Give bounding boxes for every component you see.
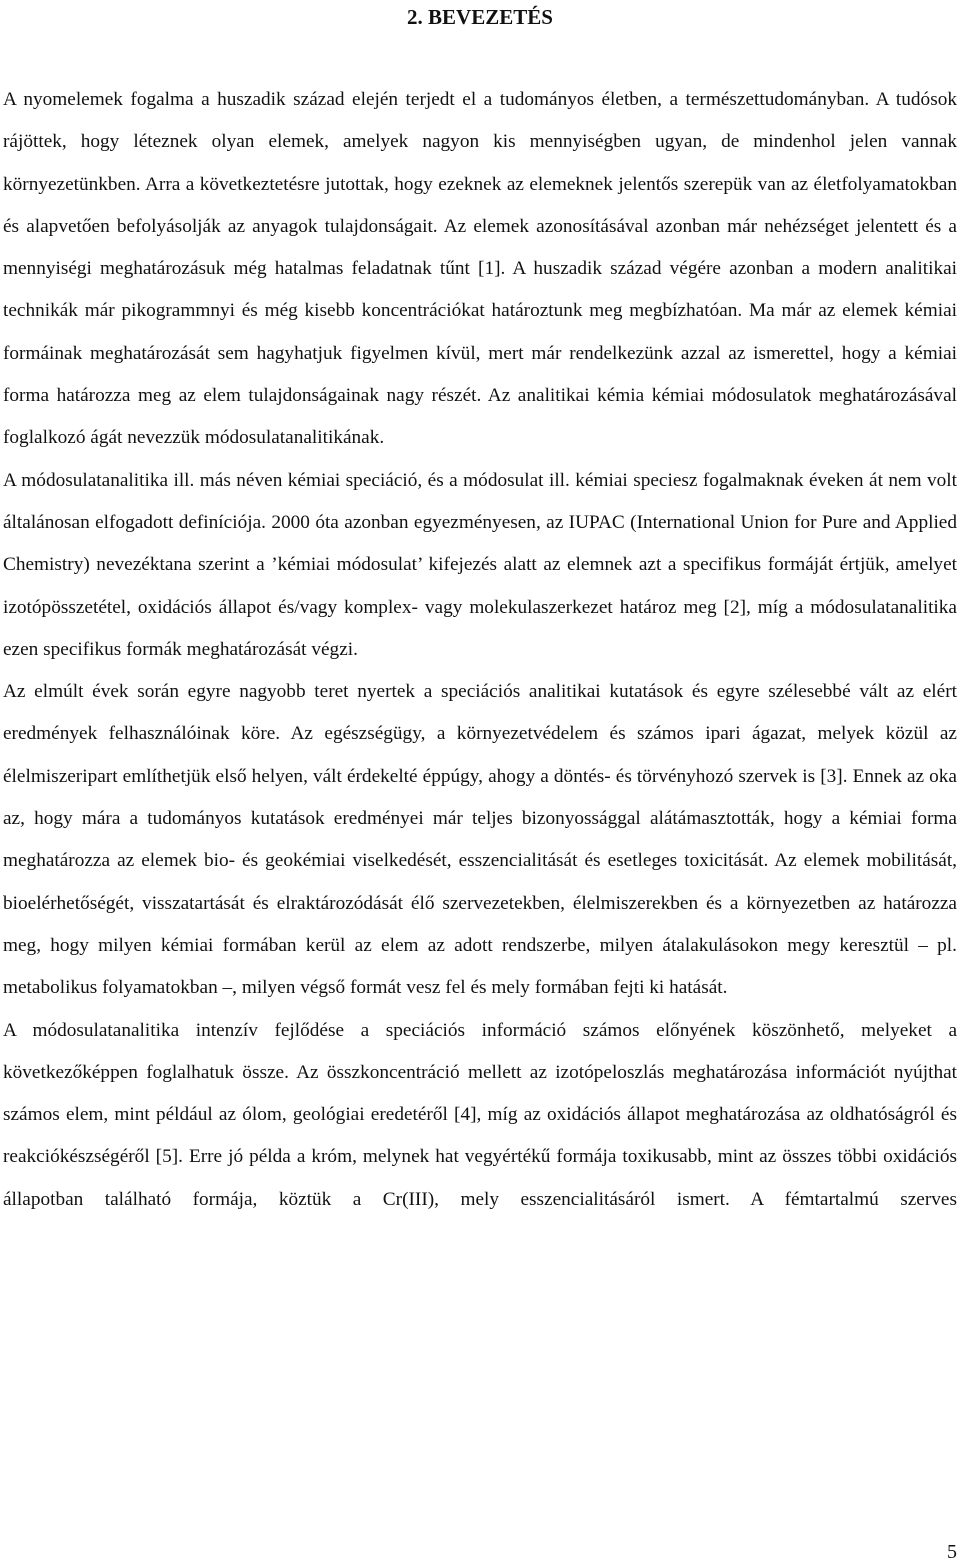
page-number: 5 — [947, 1541, 957, 1563]
paragraph-3: Az elmúlt évek során egyre nagyobb teret nyertek a speciációs analitikai kutatások és egyre szélesebbé vált az elért eredmények felhasználóinak köre. Az egészségügy, a környezetvédelem és számos ipari ágazat, melyek közül az élelmiszeripart említhetjük első helyen, vált érdekelté éppúgy, ahogy a döntés- és törvényhozó szervek is [3]. Ennek az oka az, hogy mára a tudományos kutatások eredményei már teljes bizonyossággal alátámasztották, hogy a kémiai forma meghatározza az elemek bio- és geokémiai viselkedését, esszencialitását és esetleges toxicitását. Az elemek mobilitását, bioelérhetőségét, visszatartását és elraktározódását élő szervezetekben, élelmiszerekben és a környezetben az határozza meg, hogy milyen kémiai formában kerül az elem az adott rendszerbe, milyen átalakulásokon megy keresztül – pl. metabolikus folyamatokban –, milyen végső formát vesz fel és mely formában fejti ki hatását. — [3, 681, 957, 999]
paragraph-1: A nyomelemek fogalma a huszadik század elején terjedt el a tudományos életben, a természettudományban. A tudósok rájöttek, hogy léteznek olyan elemek, amelyek nagyon kis mennyiségben ugyan, de mindenhol jelen vannak környezetünkben. Arra a következtetésre jutottak, hogy ezeknek az elemeknek jelentős szerepük van az életfolyamatokban és alapvetően befolyásolják az anyagok tulajdonságait. Az elemek azonosításával azonban már nehézséget jelentett és a mennyiségi meghatározásuk még hatalmas feladatnak tűnt [1]. A huszadik század végére azonban a modern analitikai technikák már pikogrammnyi és még kisebb koncentrációkat határoztunk meg megbízhatóan. Ma már az elemek kémiai formáinak meghatározását sem hagyhatjuk figyelmen kívül, mert már rendelkezünk azzal az ismerettel, hogy a kémiai forma határozza meg az elem tulajdonságainak nagy részét. Az analitikai kémia kémiai módosulatok meghatározásával foglalkozó ágát nevezzük módosulatanalitikának. — [3, 89, 957, 449]
section-heading: 2. BEVEZETÉS — [407, 5, 553, 29]
paragraph-2: A módosulatanalitika ill. más néven kémiai speciáció, és a módosulat ill. kémiai speciesz fogalmaknak éveken át nem volt általánosan elfogadott definíciója. 2000 óta azonban egyezményesen, az IUPAC (International Union for Pure and Applied Chemistry) nevezéktana szerint a ’kémiai módosulat’ kifejezés alatt az elemnek azt a specifikus formáját értjük, amelyet izotópösszetétel, oxidációs állapot és/vagy komplex- vagy molekulaszerkezet határoz meg [2], míg a módosulatanalitika ezen specifikus formák meghatározását végzi. — [3, 469, 957, 660]
body-text — [3, 79, 957, 1221]
paragraph-4: A módosulatanalitika intenzív fejlődése a speciációs információ számos előnyének köszönhető, melyeket a következőképpen foglalhatuk össze. Az összkoncentráció mellett az izotópeloszlás meghatározása információt nyújthat számos elem, mint például az ólom, geológiai eredetéről [4], míg az oxidációs állapot meghatározása az oldhatóságról és reakciókészségéről [5]. Erre jó példa a króm, melynek hat vegyértékű formája toxikusabb, mint az összes többi oxidációs állapotban található formája, köztük a Cr(III), mely esszencialitásáról ismert. A fémtartalmú szerves — [3, 1019, 957, 1210]
